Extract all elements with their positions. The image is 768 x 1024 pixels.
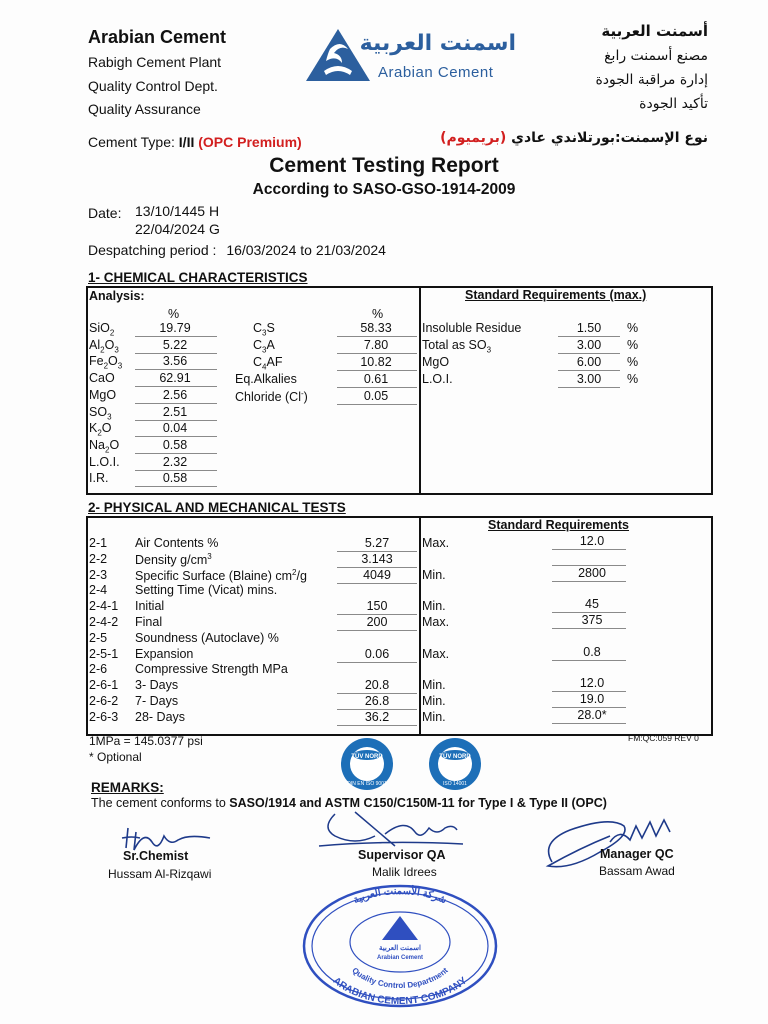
despatch-from: 16/03/2024 (226, 242, 297, 258)
sig-title-chemist: Sr.Chemist (123, 849, 189, 863)
phys-row-limit: Min. (422, 567, 446, 582)
phys-row-limit: Min. (422, 694, 446, 708)
phys-std-heading: Standard Requirements (488, 518, 630, 532)
sig-title-supervisor: Supervisor QA (358, 848, 446, 862)
phys-row-req-line (552, 723, 626, 724)
phys-row-req: 12.0 (579, 534, 605, 548)
cement-type-ar-value: بورتلاندي عادي (511, 130, 616, 146)
despatch-line (88, 242, 386, 258)
phase-name: $C_3A$ (253, 337, 275, 355)
chem-std-value: 3.00 (576, 337, 602, 352)
chem-std-value-line (558, 370, 620, 371)
phys-row-name: Air Contents % (135, 536, 219, 550)
phys-row-no: 2-4-2 (89, 615, 119, 629)
phys-row-no: 2-2 (89, 551, 108, 566)
tuv-right-brand: TÜV NORD (439, 754, 471, 760)
phase-value-line (337, 336, 417, 337)
oxide-value: 5.22 (162, 337, 188, 352)
report-subtitle: According to SASO-GSO-1914-2009 (252, 181, 516, 198)
chem-std-unit: % (627, 321, 639, 335)
phys-row-no: 2-6-3 (89, 709, 119, 724)
phys-row-req-line (552, 660, 626, 661)
phys-row-value: 26.8 (364, 694, 390, 708)
phys-row-limit: Min. (422, 678, 446, 693)
oxide-value: 62.91 (159, 371, 191, 386)
phase-name: Eq.Alkalies (235, 371, 297, 386)
chem-std-value-line (558, 387, 620, 388)
oxide-name: CaO (89, 371, 115, 386)
phys-row-value: 36.2 (364, 709, 390, 724)
phys-row-req: 12.0 (579, 676, 605, 691)
chem-analysis-label: Analysis: (89, 289, 145, 303)
phys-row-req: 45 (585, 597, 599, 612)
optional-note: * Optional (89, 750, 142, 764)
phase-value-line (337, 387, 417, 388)
cement-type-premium: (OPC Premium) (198, 134, 302, 150)
date-greg (135, 221, 220, 237)
phys-row-value: 4049 (363, 567, 391, 582)
stamp-middle: Quality Control Department (350, 965, 450, 991)
phase-value: 7.80 (363, 337, 389, 352)
oxide-value: 0.58 (162, 471, 188, 486)
phys-row-req: 2800 (578, 565, 606, 580)
phys-row-req-line (552, 549, 626, 550)
oxide-name: MgO (89, 387, 117, 402)
chem-std-unit: % (627, 371, 639, 386)
tuv-left-brand: TÜV NORD (351, 754, 383, 760)
chem-divider (419, 286, 421, 493)
date-hijri (135, 203, 219, 219)
sig-name-supervisor: Malik Idrees (372, 865, 437, 879)
sig-title-manager: Manager QC (600, 847, 674, 861)
svg-text:Quality Control Department (350, 966, 450, 990)
company-logo (304, 27, 519, 87)
date-label: Date: (88, 205, 122, 221)
phys-row-req: 19.0 (579, 692, 605, 706)
phys-row-limit: Min. (422, 709, 446, 724)
phys-row-name: Final (135, 615, 163, 629)
phys-row-req-line (552, 581, 626, 582)
chem-std-heading: Standard Requirements (max.) (465, 288, 647, 302)
phys-row-name: Density $g/cm^3$ (135, 551, 212, 567)
phys-row-limit: Min. (422, 599, 446, 614)
chem-std-value: 6.00 (576, 354, 602, 369)
tuv-right-ring-text: ISO 14001 (443, 781, 467, 787)
oxide-value: 2.56 (162, 387, 188, 402)
sig-name-manager: Bassam Awad (599, 864, 675, 878)
tuv-left-ring-text: DIN EN ISO 9001 (347, 781, 387, 787)
chem-std-name: L.O.I. (422, 371, 453, 386)
chem-std-value: 1.50 (576, 321, 602, 335)
phys-row-no: 2-1 (89, 536, 108, 550)
phase-value-line (337, 404, 417, 405)
phys-row-value-line (337, 583, 417, 584)
cement-type-ar (428, 130, 708, 146)
oxide-name: L.O.I. (89, 454, 120, 469)
date-greg-suffix: G (208, 221, 220, 237)
phase-name: Chloride (Cl-) (235, 388, 308, 404)
remarks-text-pre: The cement conforms to (91, 796, 230, 810)
chem-std-name: MgO (422, 354, 450, 369)
oxide-value: 19.79 (159, 321, 191, 335)
chem-std-unit: % (627, 354, 639, 369)
company-name-ar: أسمنت العربية (601, 22, 708, 40)
phase-name: $C_4AF$ (253, 354, 283, 372)
phase-value: 0.05 (363, 388, 389, 403)
phys-row-name: Setting Time (Vicat) mins. (135, 583, 278, 598)
despatch-to: 21/03/2024 (315, 242, 386, 258)
phase-name: $C_3S$ (253, 321, 275, 338)
despatch-to-label: to (300, 242, 312, 258)
oxide-name: SiO$_2$ (89, 321, 115, 338)
sig-name-chemist: Hussam Al-Rizqawi (108, 867, 212, 881)
logo-text-ar: اسمنت العربية (359, 31, 516, 56)
stamp-inner-en: Arabian Cement (376, 955, 424, 961)
supervisor-signature-icon (315, 806, 465, 854)
plant-name-ar: مصنع أسمنت رابغ (604, 48, 708, 64)
phys-row-req-line (552, 628, 626, 629)
dept-name-ar: إدارة مراقبة الجودة (595, 72, 708, 88)
oxide-value: 3.56 (162, 354, 188, 369)
phys-row-no: 2-6 (89, 662, 108, 677)
chem-std-name: Total as $SO_3$ (422, 337, 492, 355)
phys-row-limit: Max. (422, 615, 450, 629)
phys-row-value: 200 (366, 615, 388, 629)
cement-type-label: Cement Type: (88, 134, 175, 150)
qa-name-en: Quality Assurance (88, 101, 201, 117)
phys-row-no: 2-5-1 (89, 646, 119, 661)
chem-heading: 1- CHEMICAL CHARACTERISTICS (88, 270, 308, 285)
cement-type-ar-premium: (بريميوم) (440, 130, 507, 146)
chem-pct-1: % (168, 307, 180, 321)
phys-row-no: 2-6-1 (89, 678, 119, 693)
remarks-text-std: SASO/1914 and ASTM C150/C150M-11 for Type I & Type II (OPC) (229, 796, 607, 810)
oxide-name: $Fe_2O_3$ (89, 354, 123, 371)
plant-name-en: Rabigh Cement Plant (88, 54, 222, 70)
phys-row-name: 3- Days (135, 678, 179, 693)
remarks-heading: REMARKS: (91, 780, 164, 795)
mpa-note: 1MPa = 145.0377 psi (89, 734, 203, 748)
chem-std-unit: % (627, 337, 639, 352)
company-name-en: Arabian Cement (88, 27, 227, 47)
phys-row-no: 2-4-1 (89, 599, 119, 614)
phase-value-line (337, 370, 417, 371)
cement-type-ar-label: نوع الإسمنت: (615, 130, 708, 146)
stamp-bottom: ARABIAN CEMENT COMPANY (330, 975, 470, 1008)
cement-type-value: I/II (178, 134, 195, 150)
phys-heading: 2- PHYSICAL AND MECHANICAL TESTS (88, 500, 346, 515)
phase-value: 0.61 (363, 371, 389, 386)
phys-row-limit: Max. (422, 536, 450, 550)
phase-value-line (337, 353, 417, 354)
phys-row-value: 3.143 (361, 551, 393, 566)
phys-row-value-line (337, 662, 417, 663)
oxide-name: $Al_2O_3$ (89, 337, 119, 355)
chem-std-value-line (558, 336, 620, 337)
phys-row-no: 2-4 (89, 583, 108, 598)
report-title: Cement Testing Report (269, 154, 499, 177)
logo-text-en: Arabian Cement (378, 64, 494, 81)
oxide-name: I.R. (89, 471, 109, 486)
phys-row-name: Initial (135, 599, 165, 614)
oxide-name: $SO_3$ (89, 404, 112, 421)
phys-row-name: 28- Days (135, 709, 186, 724)
phys-row-no: 2-3 (89, 567, 108, 582)
phys-row-name: Specific Surface (Blaine) $cm^2/g$ (135, 567, 307, 583)
svg-text:ARABIAN CEMENT COMPANY (331, 975, 470, 1007)
dept-name-en: Quality Control Dept. (88, 78, 218, 94)
oxide-value: 0.58 (162, 437, 188, 452)
chem-std-name: Insoluble Residue (422, 321, 522, 335)
oxide-value: 0.04 (162, 421, 188, 436)
phys-row-req: 0.8 (583, 644, 601, 659)
phys-row-name: Compressive Strength MPa (135, 662, 288, 677)
date-greg-value: 22/04/2024 (135, 221, 206, 237)
tuv-iso14001-badge-icon (418, 737, 493, 791)
tuv-iso9001-badge-icon (330, 737, 405, 791)
phys-row-no: 2-6-2 (89, 694, 119, 708)
phys-row-req: 375 (581, 613, 603, 627)
cement-type-line (88, 134, 302, 150)
phys-row-value-line (337, 725, 417, 726)
stamp-top-ar: شركة الأسمنت العربية (351, 885, 449, 907)
phys-row-limit: Max. (422, 646, 450, 661)
phys-row-req: 28.0* (577, 707, 607, 722)
oxide-value-line (135, 486, 217, 487)
chem-std-value: 3.00 (576, 371, 602, 386)
chem-std-value-line (558, 353, 620, 354)
oxide-name: $K_2O$ (89, 421, 112, 438)
phys-row-value: 150 (366, 599, 388, 614)
form-code: FM:QC:059 REV 0 (628, 733, 699, 743)
phys-row-value: 20.8 (364, 678, 390, 693)
phase-value: 58.33 (360, 321, 392, 335)
oxide-value: 2.51 (162, 404, 188, 419)
phys-row-no: 2-5 (89, 630, 108, 645)
stamp-inner-ar: اسمنت العربية (379, 945, 421, 952)
phys-divider (419, 516, 421, 734)
despatch-label: Despatching period : (88, 242, 217, 258)
phys-row-value: 0.06 (364, 646, 390, 661)
company-stamp-icon (300, 880, 500, 1010)
oxide-name: $Na_2O$ (89, 437, 120, 455)
phys-row-name: 7- Days (135, 694, 179, 708)
phys-row-value: 5.27 (364, 536, 390, 550)
phys-row-name: Soundness (Autoclave) % (135, 630, 279, 645)
oxide-value: 2.32 (162, 454, 188, 469)
phase-value: 10.82 (360, 354, 392, 369)
phys-row-name: Expansion (135, 646, 194, 661)
date-hijri-suffix: H (208, 203, 220, 219)
date-hijri-value: 13/10/1445 (135, 203, 206, 219)
qa-name-ar: تأكيد الجودة (639, 96, 708, 112)
phys-row-value-line (337, 630, 417, 631)
chem-pct-2: % (372, 307, 384, 321)
